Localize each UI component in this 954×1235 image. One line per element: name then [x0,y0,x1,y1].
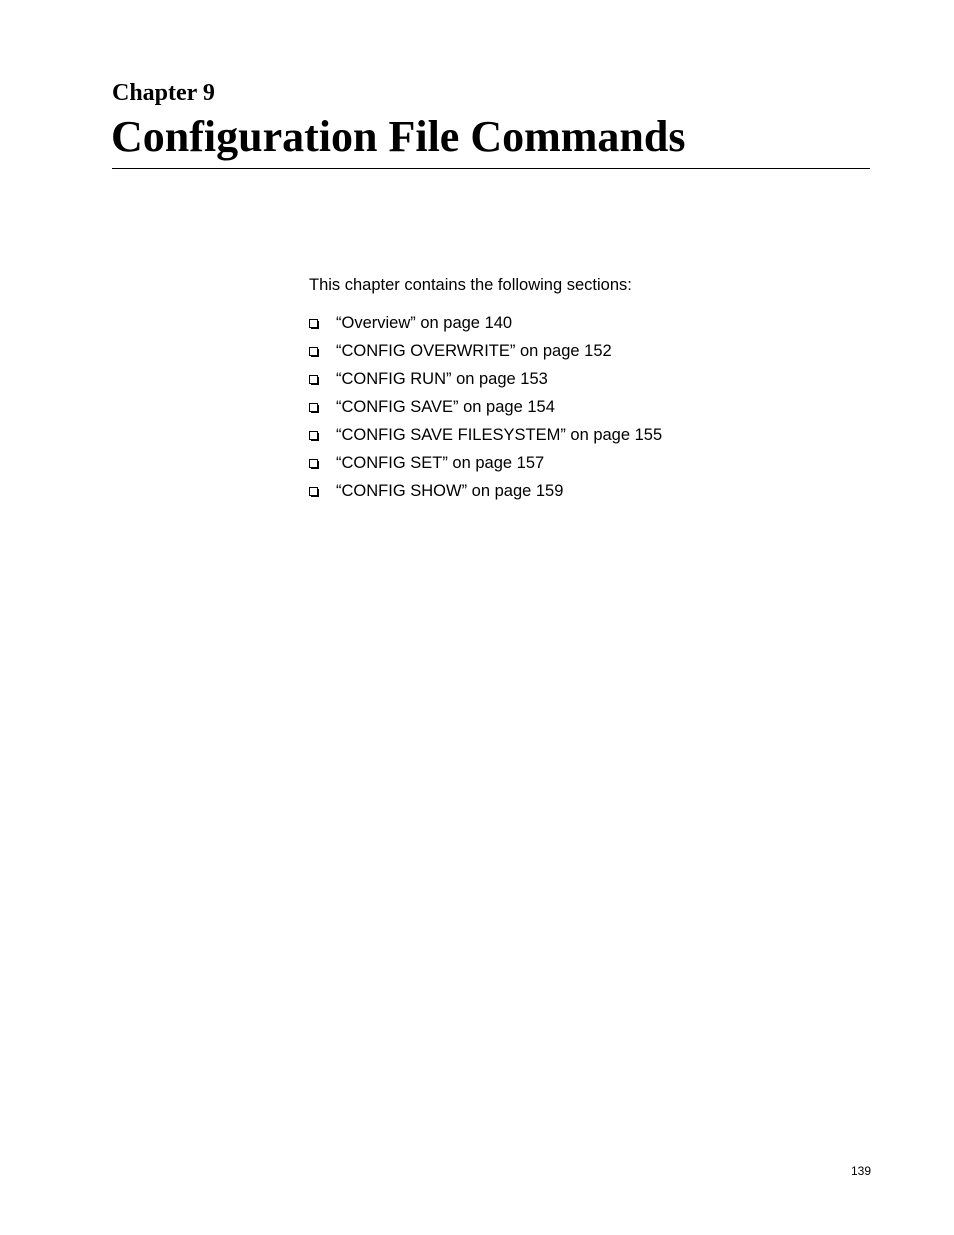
chapter-title: Configuration File Commands [111,112,686,161]
section-link-label: “CONFIG SAVE FILESYSTEM” on page 155 [336,426,663,444]
section-link-config-overwrite[interactable] [309,340,662,368]
section-link-config-save[interactable] [309,396,662,424]
section-link-config-save-filesystem[interactable] [309,424,662,452]
section-link-label: “CONFIG OVERWRITE” on page 152 [336,342,612,360]
section-list [309,312,662,508]
section-link-label: “Overview” on page 140 [336,314,513,332]
page-number: 139 [851,1164,872,1178]
section-link-config-show[interactable] [309,480,662,508]
box-bullet-icon [309,459,318,468]
intro-text: This chapter contains the following sections: [309,276,632,294]
section-link-label: “CONFIG RUN” on page 153 [336,370,548,388]
section-link-config-run[interactable] [309,368,662,396]
section-link-label: “CONFIG SET” on page 157 [336,454,545,472]
section-link-config-set[interactable] [309,452,662,480]
box-bullet-icon [309,347,318,356]
box-bullet-icon [309,319,318,328]
section-link-overview[interactable] [309,312,662,340]
box-bullet-icon [309,403,318,412]
section-link-label: “CONFIG SHOW” on page 159 [336,482,564,500]
box-bullet-icon [309,431,318,440]
section-link-label: “CONFIG SAVE” on page 154 [336,398,555,416]
title-divider [112,168,870,169]
chapter-label: Chapter 9 [112,80,215,106]
box-bullet-icon [309,375,318,384]
box-bullet-icon [309,487,318,496]
